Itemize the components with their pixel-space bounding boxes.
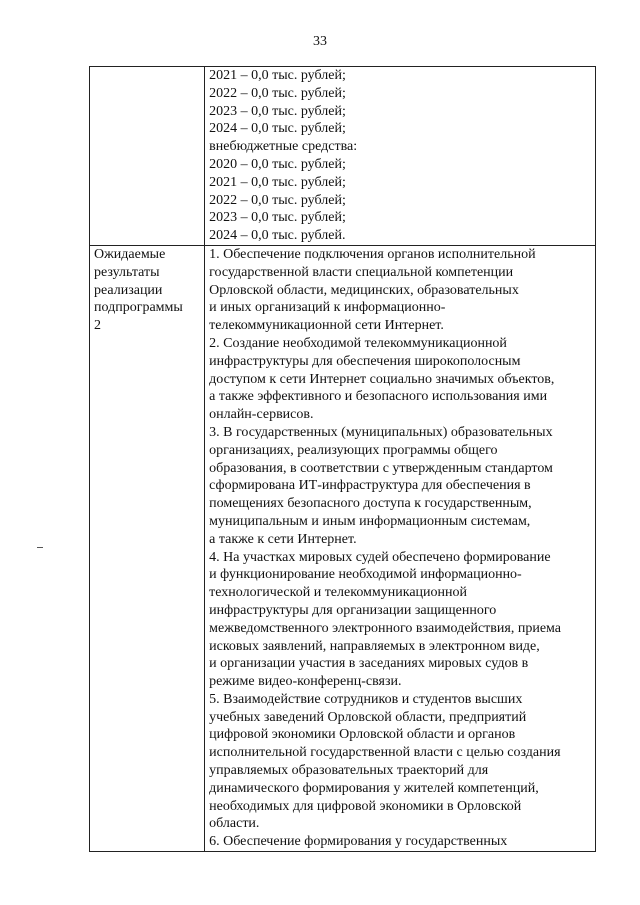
content-line: а также к сети Интернет. xyxy=(209,531,357,547)
content-line: государственной власти специальной компетенции xyxy=(209,264,514,280)
content-line: 2021 – 0,0 тыс. рублей; xyxy=(209,68,346,83)
content-line: 5. Взаимодействие сотрудников и студентов высших xyxy=(209,691,523,707)
content-line: и функционирование необходимой информационно- xyxy=(209,567,522,583)
content-line: 2022 – 0,0 тыс. рублей; xyxy=(209,85,346,101)
content-line: 2021 – 0,0 тыс. рублей; xyxy=(209,174,346,190)
document-table xyxy=(89,66,596,852)
label-line: результаты xyxy=(94,264,160,280)
row-label-cell xyxy=(90,245,205,851)
content-line: 3. В государственных (муниципальных) образовательных xyxy=(209,424,553,440)
content-line: учебных заведений Орловской области, предприятий xyxy=(209,709,527,725)
content-line: межведомственного электронного взаимодействия, приема xyxy=(209,620,562,636)
content-line: помещениях безопасного доступа к государственным, xyxy=(209,496,532,512)
content-line: доступом к сети Интернет социально значимых объектов, xyxy=(209,371,555,387)
row-content-cell xyxy=(205,67,596,246)
content-line: 2024 – 0,0 тыс. рублей. xyxy=(209,228,346,244)
content-line: внебюджетные средства: xyxy=(209,139,358,155)
content-line: 6. Обеспечение формирования у государственных xyxy=(209,834,508,850)
content-line: и иных организаций к информационно- xyxy=(209,300,446,316)
content-line: телекоммуникационной сети Интернет. xyxy=(209,318,444,334)
content-line: инфраструктуры для обеспечения широкополосным xyxy=(209,353,521,369)
content-line: муниципальным и иным информационным системам, xyxy=(209,513,531,529)
content-line: организациях, реализующих программы общего xyxy=(209,442,498,458)
label-line: реализации xyxy=(94,282,163,298)
content-line: 2024 – 0,0 тыс. рублей; xyxy=(209,121,346,137)
table-row-expected-results xyxy=(90,245,596,851)
content-line: а также эффективного и безопасного использования ими xyxy=(209,389,548,405)
content-line: 2020 – 0,0 тыс. рублей; xyxy=(209,156,346,172)
content-line: управляемых образовательных траекторий для xyxy=(209,763,489,779)
content-line: 2023 – 0,0 тыс. рублей; xyxy=(209,103,346,119)
table-row-funding xyxy=(90,67,596,246)
content-line: онлайн-сервисов. xyxy=(209,407,314,423)
page-number: 33 xyxy=(313,34,327,49)
label-line: подпрограммы xyxy=(94,300,183,316)
content-line: 2. Создание необходимой телекоммуникационной xyxy=(209,335,507,351)
content-line: динамического формирования у жителей компетенций, xyxy=(209,780,539,796)
content-line: Орловской области, медицинских, образовательных xyxy=(209,282,519,298)
content-line: необходимых для цифровой экономики в Орловской xyxy=(209,798,522,814)
content-line: цифровой экономики Орловской области и органов xyxy=(209,727,516,743)
content-line: технологической и телекоммуникационной xyxy=(209,585,468,601)
margin-mark xyxy=(37,547,43,548)
content-line: 2022 – 0,0 тыс. рублей; xyxy=(209,192,346,208)
row-label-cell xyxy=(90,67,205,246)
content-line: инфраструктуры для организации защищенного xyxy=(209,602,497,618)
content-line: 4. На участках мировых судей обеспечено формирование xyxy=(209,549,551,565)
content-line: сформирована ИТ-инфраструктура для обеспечения в xyxy=(209,478,531,494)
content-line: исполнительной государственной власти с целью создания xyxy=(209,745,561,761)
content-line: образования, в соответствии с утвержденным стандартом xyxy=(209,460,553,476)
row-content-cell xyxy=(205,245,596,851)
label-line: 2 xyxy=(94,318,101,334)
content-line: 1. Обеспечение подключения органов исполнительной xyxy=(209,246,536,262)
content-line: 2023 – 0,0 тыс. рублей; xyxy=(209,210,346,226)
content-line: области. xyxy=(209,816,260,832)
content-line: исковых заявлений, направляемых в электронном виде, xyxy=(209,638,540,654)
content-line: и организации участия в заседаниях мировых судов в xyxy=(209,656,529,672)
content-line: режиме видео-конференц-связи. xyxy=(209,674,402,690)
label-line: Ожидаемые xyxy=(94,246,166,262)
